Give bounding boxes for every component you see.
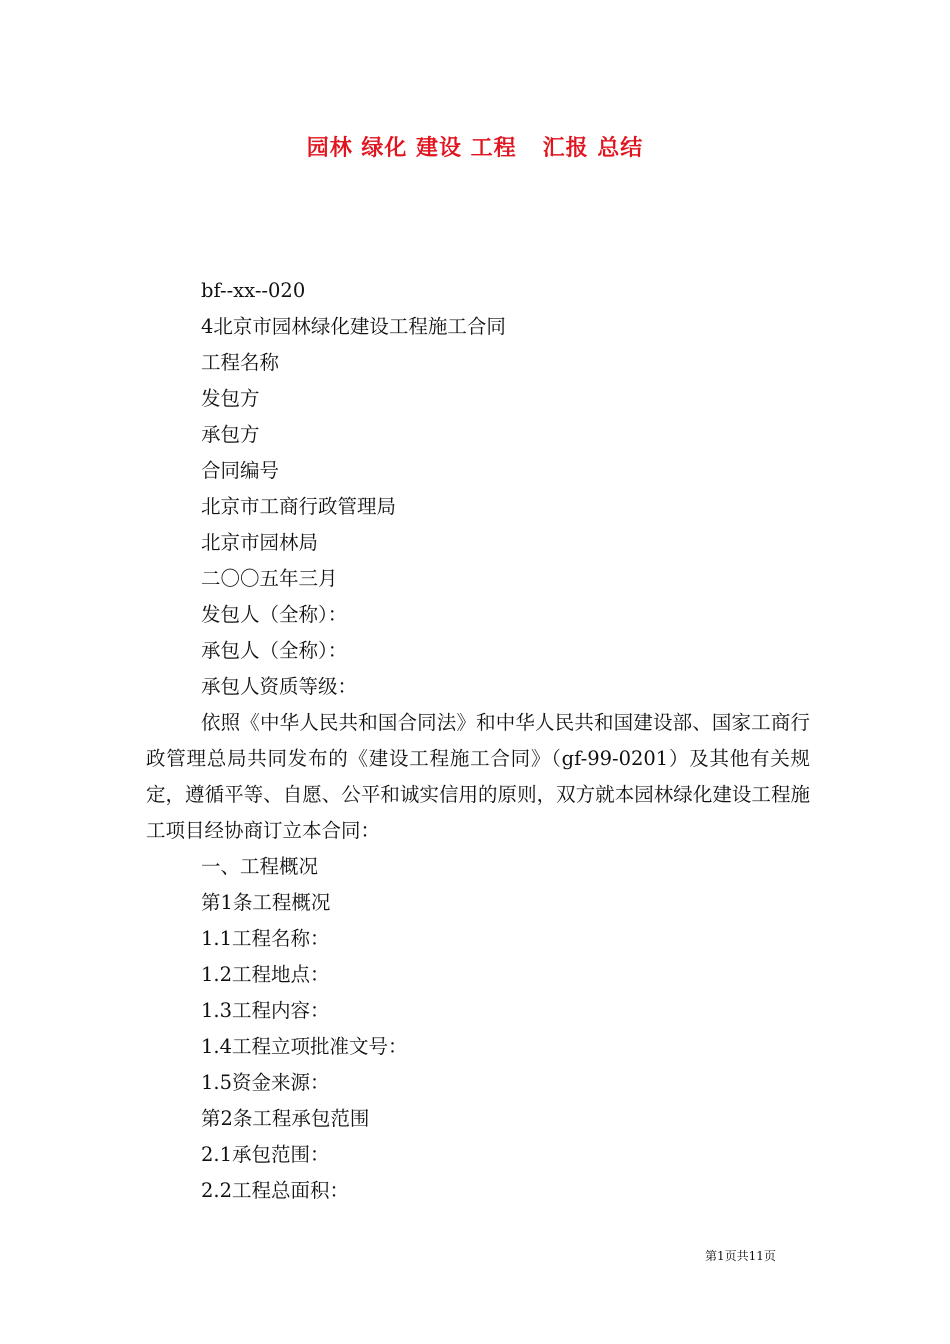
text-line: 发包方 bbox=[201, 387, 260, 410]
text-line: 第2条工程承包范围 bbox=[201, 1107, 370, 1130]
text-line: 1.5资金来源： bbox=[201, 1071, 330, 1094]
text-line: 1.2工程地点： bbox=[201, 963, 330, 986]
text-line: 1.4工程立项批准文号： bbox=[201, 1035, 408, 1058]
text-line: 承包人资质等级： bbox=[201, 675, 358, 698]
text-line: 北京市园林局 bbox=[201, 531, 319, 554]
text-line: 1.1工程名称： bbox=[201, 927, 330, 950]
text-line: 北京市工商行政管理局 bbox=[201, 495, 397, 518]
text-line: 4北京市园林绿化建设工程施工合同 bbox=[201, 315, 506, 338]
contract-paragraph: 依照《中华人民共和国合同法》和中华人民共和国建设部、国家工商行政管理总局共同发布的《建设工程施工合同》（gf-99-0201）及其他有关规定，遵循平等、自愿、公平和诚实信用的原则，双方就本园林绿化建设工程施工项目经协商订立本合同： bbox=[146, 711, 810, 842]
text-line: 承包方 bbox=[201, 423, 260, 446]
text-line: 2.1承包范围： bbox=[201, 1143, 330, 1166]
page-number-footer: 第1页共11页 bbox=[705, 1249, 776, 1263]
text-line: bf--xx--020 bbox=[201, 279, 306, 302]
text-line: 第1条工程概况 bbox=[201, 891, 331, 914]
text-line: 二〇〇五年三月 bbox=[201, 567, 338, 590]
text-line: 发包人（全称）： bbox=[201, 603, 348, 626]
page-title: 园林 绿化 建设 工程 汇报 总结 bbox=[306, 136, 644, 161]
document-body bbox=[146, 273, 810, 1209]
text-line: 1.3工程内容： bbox=[201, 999, 330, 1022]
text-line: 合同编号 bbox=[201, 459, 280, 482]
text-line: 2.2工程总面积： bbox=[201, 1179, 350, 1202]
text-line: 工程名称 bbox=[201, 351, 280, 374]
section-heading: 一、工程概况 bbox=[201, 855, 319, 878]
text-line: 承包人（全称）： bbox=[201, 639, 348, 662]
